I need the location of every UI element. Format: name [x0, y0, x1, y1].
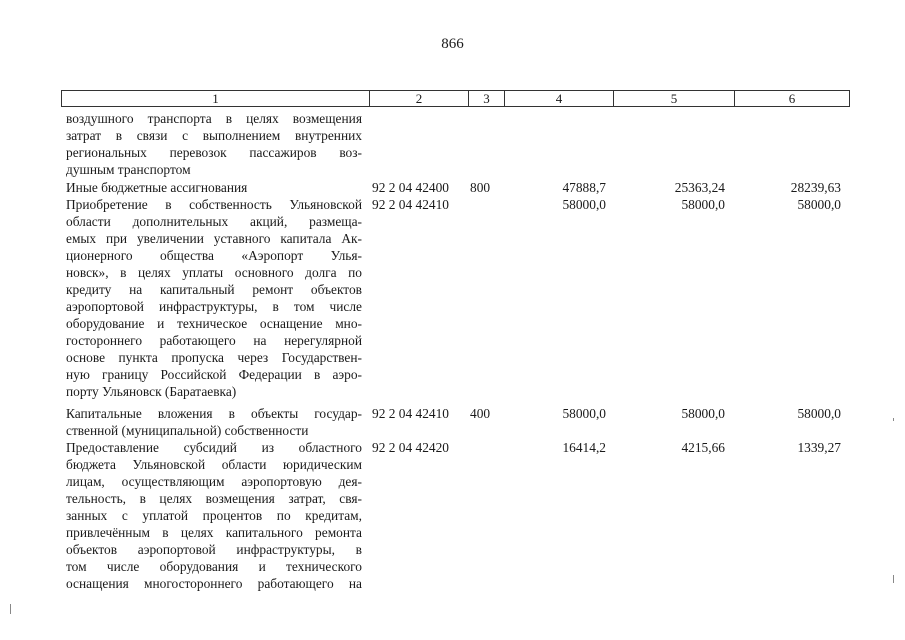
header-col-1: 1 — [212, 91, 219, 106]
row-description-line: тельность, в целях возмещения затрат, свя- — [66, 491, 362, 506]
row-description-line: Предоставление субсидий из областного — [66, 440, 362, 455]
value-col-5: 58000,0 — [681, 197, 725, 212]
header-col-3: 3 — [468, 91, 504, 106]
budget-code: 92 2 04 42420 — [372, 440, 449, 455]
header-col-5: 5 — [613, 91, 734, 106]
row-description-line: привлечённым в целях капитального ремонта — [66, 525, 362, 540]
row-description-line: объектов аэропортовой инфраструктуры, в — [66, 542, 362, 557]
value-col-4: 47888,7 — [562, 180, 606, 195]
row-description-line: области дополнительных акций, размеща- — [66, 214, 362, 229]
value-col-4: 16414,2 — [562, 440, 606, 455]
header-col-6: 6 — [734, 91, 849, 106]
row-description-line: порту Ульяновск (Баратаевка) — [66, 384, 237, 399]
row-description-line: Приобретение в собственность Ульяновской — [66, 197, 362, 212]
expense-type: 800 — [470, 180, 491, 195]
row-description-line: кредиту на капитальный ремонт объектов — [66, 282, 362, 297]
value-col-6: 28239,63 — [790, 180, 841, 195]
row-description-line: затрат в связи с выполнением внутренних — [66, 128, 362, 143]
value-col-6: 58000,0 — [797, 406, 841, 421]
budget-code: 92 2 04 42400 — [372, 180, 449, 195]
row-description-line: гостороннего работающего на нерегулярной — [66, 333, 362, 348]
value-col-4: 58000,0 — [562, 406, 606, 421]
scan-mark — [893, 575, 894, 583]
row-description-line: новск», в целях уплаты основного долга по — [66, 265, 362, 280]
scan-mark — [893, 418, 894, 421]
page-number: 866 — [441, 36, 464, 52]
value-col-4: 58000,0 — [562, 197, 606, 212]
row-description-line: лицам, осуществляющим аэропортовую дея- — [66, 474, 362, 489]
budget-code: 92 2 04 42410 — [372, 197, 449, 212]
value-col-6: 58000,0 — [797, 197, 841, 212]
row-description-line: том числе оборудования и технического — [66, 559, 362, 574]
row-description-line: аэропортовой инфраструктуры, в том числе — [66, 299, 362, 314]
table-header — [61, 90, 850, 107]
row-description-line: основе пункта пропуска через Государствен- — [66, 350, 362, 365]
expense-type: 400 — [470, 406, 491, 421]
row-description-line: ственной (муниципальной) собственности — [66, 423, 309, 438]
value-col-6: 1339,27 — [797, 440, 841, 455]
row-description-line: ционерного общества «Аэропорт Улья- — [66, 248, 362, 263]
row-description-line: Капитальные вложения в объекты государ- — [66, 406, 362, 421]
value-col-5: 4215,66 — [681, 440, 725, 455]
row-description-line: Иные бюджетные ассигнования — [66, 180, 248, 195]
value-col-5: 25363,24 — [674, 180, 725, 195]
budget-code: 92 2 04 42410 — [372, 406, 449, 421]
row-description-line: душным транспортом — [66, 162, 191, 177]
header-col-4: 4 — [504, 91, 613, 106]
row-description-line: оборудование и техническое оснащение мно- — [66, 316, 362, 331]
row-description-line: воздушного транспорта в целях возмещения — [66, 111, 362, 126]
row-description-line: оснащения многостороннего работающего на — [66, 576, 362, 591]
header-col-2: 2 — [369, 91, 468, 106]
row-description-line: региональных перевозок пассажиров воз- — [66, 145, 362, 160]
row-description-line: емых при увеличении уставного капитала Ак- — [66, 231, 362, 246]
row-description-line: занных с уплатой процентов по кредитам, — [66, 508, 362, 523]
row-description-line: бюджета Ульяновской области юридическим — [66, 457, 362, 472]
row-description-line: ную границу Российской Федерации в аэро- — [66, 367, 362, 382]
scan-mark — [10, 604, 11, 614]
value-col-5: 58000,0 — [681, 406, 725, 421]
